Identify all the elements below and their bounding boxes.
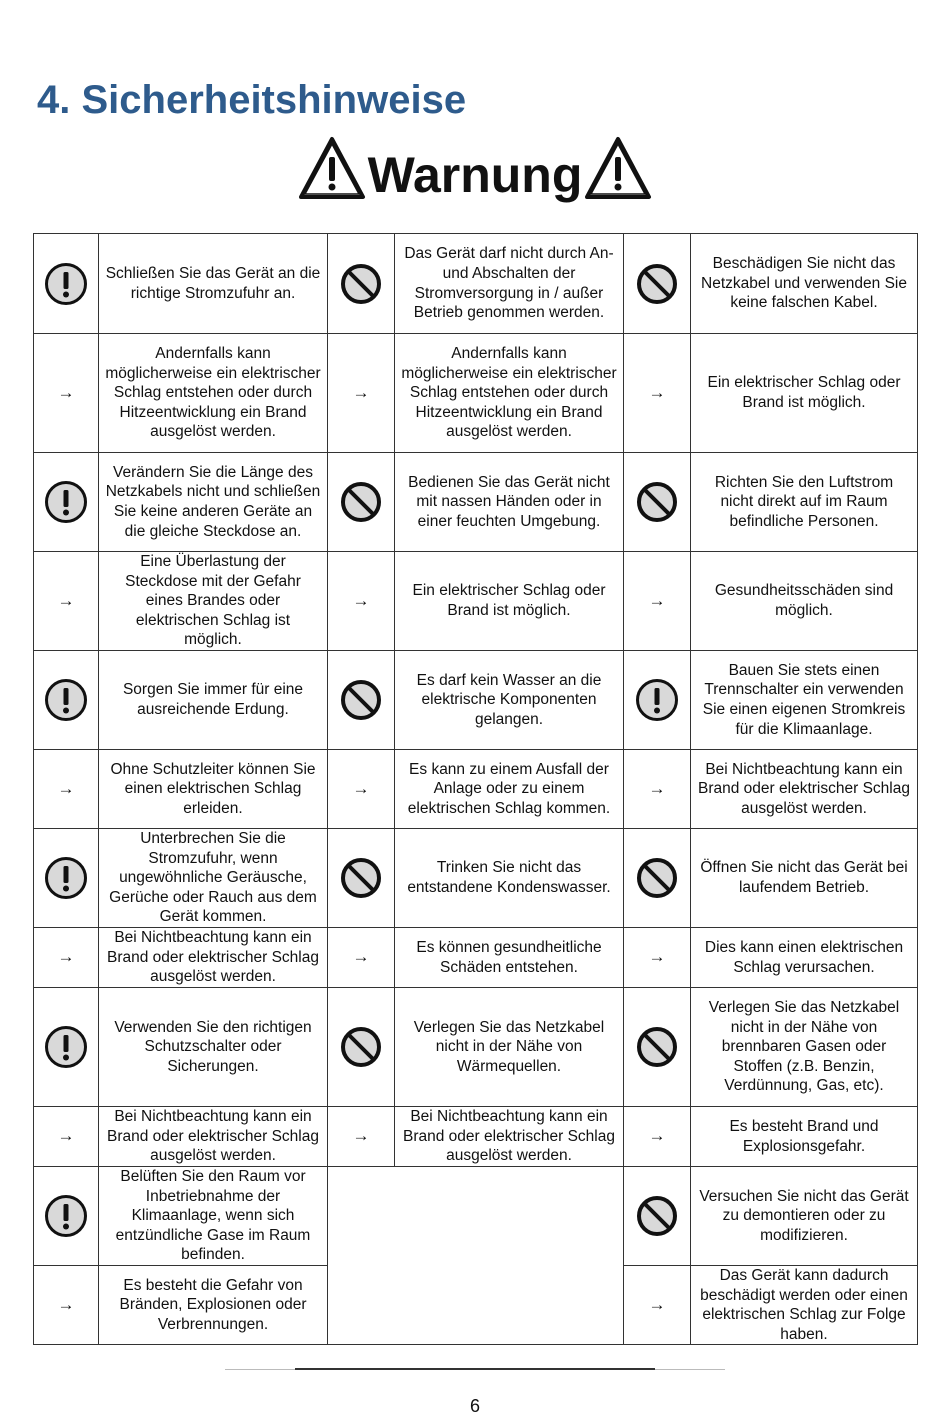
instruction-text: Das Gerät darf nicht durch An- und Abschalten der Stromversorgung in / außer Betrieb genommen werden. [395, 234, 624, 334]
symbol-cell [624, 1107, 691, 1167]
consequence-text: Ein elektrischer Schlag oder Brand ist möglich. [691, 334, 918, 453]
arrow-right-icon: → [352, 1126, 370, 1146]
exclamation-circle-icon [44, 262, 88, 306]
consequence-text: Das Gerät kann dadurch beschädigt werden oder einen elektrischen Schlag zur Folge haben. [691, 1266, 918, 1345]
instruction-text: Verändern Sie die Länge des Netzkabels nicht und schließen Sie keine anderen Geräte an die gleiche Steckdose an. [99, 453, 328, 552]
instruction-text: Trinken Sie nicht das entstandene Kondenswasser. [395, 829, 624, 928]
table-row [34, 334, 918, 453]
prohibition-icon [635, 1194, 679, 1238]
symbol-cell [328, 1107, 395, 1167]
symbol-cell [328, 334, 395, 453]
symbol-cell [624, 234, 691, 334]
prohibition-icon [339, 262, 383, 306]
arrow-right-icon: → [648, 590, 666, 610]
table-row [34, 651, 918, 750]
symbol-cell [328, 829, 395, 928]
table-row [34, 829, 918, 928]
symbol-cell [624, 334, 691, 453]
arrow-right-icon: → [648, 778, 666, 798]
instruction-text: Schließen Sie das Gerät an die richtige Stromzufuhr an. [99, 234, 328, 334]
warning-label: Warnung [367, 147, 583, 203]
symbol-cell [328, 552, 395, 651]
prohibition-icon [339, 856, 383, 900]
symbol-cell [34, 453, 99, 552]
empty-cell [328, 1167, 624, 1345]
symbol-cell [328, 750, 395, 829]
instruction-text: Unterbrechen Sie die Stromzufuhr, wenn ungewöhnliche Geräusche, Gerüche oder Rauch aus dem Gerät kommen. [99, 829, 328, 928]
instruction-text: Versuchen Sie nicht das Gerät zu demontieren oder zu modifizieren. [691, 1167, 918, 1266]
footer-divider-accent [295, 1368, 655, 1370]
symbol-cell [328, 234, 395, 334]
consequence-text: Es kann zu einem Ausfall der Anlage oder zu einem elektrischen Schlag kommen. [395, 750, 624, 829]
symbol-cell [34, 750, 99, 829]
consequence-text: Bei Nichtbeachtung kann ein Brand oder elektrischer Schlag ausgelöst werden. [99, 1107, 328, 1167]
safety-instructions-table [33, 233, 918, 1345]
instruction-text: Beschädigen Sie nicht das Netzkabel und verwenden Sie keine falschen Kabel. [691, 234, 918, 334]
instruction-text: Verlegen Sie das Netzkabel nicht in der Nähe von brennbaren Gasen oder Stoffen (z.B. Benzin, Verdünnung, Gas, etc). [691, 988, 918, 1107]
instruction-text: Öffnen Sie nicht das Gerät bei laufendem Betrieb. [691, 829, 918, 928]
arrow-right-icon: → [648, 1126, 666, 1146]
instruction-text: Richten Sie den Luftstrom nicht direkt auf im Raum befindliche Personen. [691, 453, 918, 552]
instruction-text: Belüften Sie den Raum vor Inbetriebnahme der Klimaanlage, wenn sich entzündliche Gase im Raum befinden. [99, 1167, 328, 1266]
exclamation-circle-icon [44, 1194, 88, 1238]
arrow-right-icon: → [352, 590, 370, 610]
symbol-cell [328, 928, 395, 988]
exclamation-circle-icon [44, 1025, 88, 1069]
arrow-right-icon: → [352, 382, 370, 402]
consequence-text: Ein elektrischer Schlag oder Brand ist möglich. [395, 552, 624, 651]
warning-banner [0, 128, 950, 208]
symbol-cell [624, 651, 691, 750]
symbol-cell [34, 1167, 99, 1266]
symbol-cell [34, 988, 99, 1107]
prohibition-icon [635, 262, 679, 306]
section-title: 4. Sicherheitshinweise [37, 78, 467, 122]
arrow-right-icon: → [57, 778, 75, 798]
instruction-text: Sorgen Sie immer für eine ausreichende Erdung. [99, 651, 328, 750]
arrow-right-icon: → [352, 947, 370, 967]
consequence-text: Eine Überlastung der Steckdose mit der Gefahr eines Brandes oder elektrischen Schlag ist möglich. [99, 552, 328, 651]
table-row [34, 988, 918, 1107]
arrow-right-icon: → [57, 1126, 75, 1146]
table-row [34, 1167, 918, 1266]
symbol-cell [34, 1107, 99, 1167]
table-row [34, 750, 918, 829]
arrow-right-icon: → [648, 1294, 666, 1314]
consequence-text: Andernfalls kann möglicherweise ein elektrischer Schlag entstehen oder durch Hitzeentwicklung ein Brand ausgelöst werden. [99, 334, 328, 453]
consequence-text: Bei Nichtbeachtung kann ein Brand oder elektrischer Schlag ausgelöst werden. [395, 1107, 624, 1167]
symbol-cell [624, 1266, 691, 1345]
symbol-cell [624, 1167, 691, 1266]
arrow-right-icon: → [648, 382, 666, 402]
symbol-cell [624, 928, 691, 988]
arrow-right-icon: → [57, 947, 75, 967]
page-number: 6 [469, 1396, 480, 1416]
symbol-cell [34, 651, 99, 750]
table-row [34, 552, 918, 651]
symbol-cell [624, 453, 691, 552]
instruction-text: Verwenden Sie den richtigen Schutzschalter oder Sicherungen. [99, 988, 328, 1107]
exclamation-circle-icon [635, 678, 679, 722]
consequence-text: Dies kann einen elektrischen Schlag verursachen. [691, 928, 918, 988]
symbol-cell [624, 829, 691, 928]
symbol-cell [34, 552, 99, 651]
prohibition-icon [635, 856, 679, 900]
instruction-text: Bedienen Sie das Gerät nicht mit nassen Händen oder in einer feuchten Umgebung. [395, 453, 624, 552]
instruction-text: Es darf kein Wasser an die elektrische Komponenten gelangen. [395, 651, 624, 750]
warning-triangle-icon [584, 135, 652, 201]
symbol-cell [328, 651, 395, 750]
consequence-text: Bei Nichtbeachtung kann ein Brand oder elektrischer Schlag ausgelöst werden. [99, 928, 328, 988]
table-row [34, 928, 918, 988]
arrow-right-icon: → [57, 1294, 75, 1314]
symbol-cell [624, 552, 691, 651]
arrow-right-icon: → [352, 778, 370, 798]
exclamation-circle-icon [44, 856, 88, 900]
arrow-right-icon: → [648, 947, 666, 967]
table-row [34, 1107, 918, 1167]
arrow-right-icon: → [57, 382, 75, 402]
consequence-text: Andernfalls kann möglicherweise ein elektrischer Schlag entstehen oder durch Hitzeentwicklung ein Brand ausgelöst werden. [395, 334, 624, 453]
symbol-cell [328, 453, 395, 552]
prohibition-icon [635, 1025, 679, 1069]
prohibition-icon [339, 480, 383, 524]
prohibition-icon [635, 480, 679, 524]
arrow-right-icon: → [57, 590, 75, 610]
symbol-cell [34, 334, 99, 453]
consequence-text: Es können gesundheitliche Schäden entstehen. [395, 928, 624, 988]
consequence-text: Es besteht die Gefahr von Bränden, Explosionen oder Verbrennungen. [99, 1266, 328, 1345]
instruction-text: Verlegen Sie das Netzkabel nicht in der Nähe von Wärmequellen. [395, 988, 624, 1107]
consequence-text: Gesundheitsschäden sind möglich. [691, 552, 918, 651]
prohibition-icon [339, 1025, 383, 1069]
symbol-cell [34, 928, 99, 988]
symbol-cell [624, 988, 691, 1107]
warning-triangle-icon [298, 135, 366, 201]
consequence-text: Ohne Schutzleiter können Sie einen elektrischen Schlag erleiden. [99, 750, 328, 829]
symbol-cell [624, 750, 691, 829]
symbol-cell [34, 1266, 99, 1345]
table-row [34, 453, 918, 552]
exclamation-circle-icon [44, 678, 88, 722]
consequence-text: Bei Nichtbeachtung kann ein Brand oder elektrischer Schlag ausgelöst werden. [691, 750, 918, 829]
symbol-cell [328, 988, 395, 1107]
exclamation-circle-icon [44, 480, 88, 524]
instruction-text: Bauen Sie stets einen Trennschalter ein verwenden Sie einen eigenen Stromkreis für die Klimaanlage. [691, 651, 918, 750]
prohibition-icon [339, 678, 383, 722]
symbol-cell [34, 234, 99, 334]
symbol-cell [34, 829, 99, 928]
consequence-text: Es besteht Brand und Explosionsgefahr. [691, 1107, 918, 1167]
table-row [34, 234, 918, 334]
